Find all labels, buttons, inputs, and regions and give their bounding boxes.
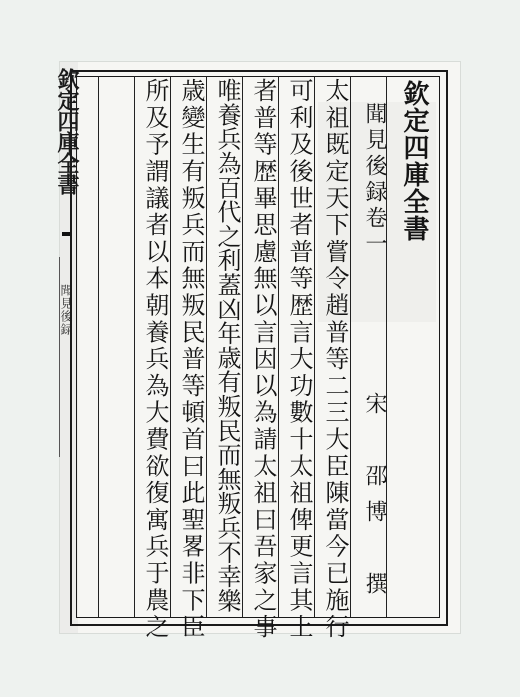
book-page (54, 62, 460, 641)
text-column-2: 可利及後世者普等歴言大功數十太祖俾更言其上 (285, 78, 313, 641)
text-column-5: 歳變生有叛兵而無叛民普等頓首曰此聖畧非下臣 (177, 78, 205, 641)
column-rule (278, 76, 279, 617)
text-column-4: 唯養兵為百代之利蓋凶年歳有叛民而無叛兵不幸樂 (213, 78, 241, 613)
column-rule (134, 76, 135, 617)
column-rule (314, 76, 315, 617)
book-header-title: 欽定四庫全書 (399, 80, 429, 242)
chapter-title: 聞見後録卷一 (362, 102, 387, 258)
edge-book-title: 欽定四庫全書 (54, 68, 80, 194)
text-column-1: 太祖既定天下嘗令趙普等二三大臣陳當今已施行 (321, 78, 349, 641)
column-rule (98, 76, 99, 617)
column-rule (350, 76, 351, 617)
author-line: 宋 邵博 撰 (362, 392, 387, 608)
edge-chapter-title: 聞見後録 (59, 284, 73, 336)
column-rule (242, 76, 243, 617)
text-column-6: 所及予謂議者以本朝養兵為大費欲復寓兵于農之 (141, 78, 169, 641)
column-rule (170, 76, 171, 617)
text-column-3: 者普等歴畢思慮無以言因以為請太祖曰吾家之事 (249, 78, 277, 641)
column-rule (206, 76, 207, 617)
